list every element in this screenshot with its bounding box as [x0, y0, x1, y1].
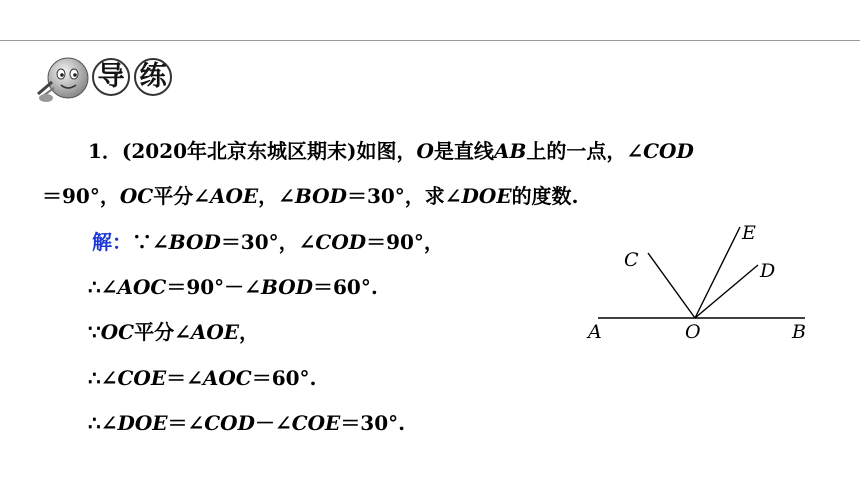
ray-OC — [648, 253, 695, 318]
label-E: E — [742, 222, 756, 244]
top-divider — [0, 40, 860, 41]
solution-line-5: ∴∠DOE＝∠COD－∠COE＝30°. — [88, 411, 406, 435]
ray-OE — [695, 227, 740, 318]
angle-diagram — [580, 215, 820, 345]
ray-OD — [695, 265, 758, 318]
solution-label: 解： — [92, 230, 132, 254]
solution-line-4: ∴∠COE＝∠AOC＝60°. — [88, 366, 317, 390]
badge-dao: 导 — [92, 58, 130, 96]
badge-lian: 练 — [134, 58, 172, 96]
label-A: A — [588, 321, 602, 343]
solution-line-3: ∵OC平分∠AOE， — [88, 320, 260, 344]
problem-line-2: ＝90°，OC平分∠AOE，∠BOD＝30°，求∠DOE的度数. — [42, 184, 579, 208]
label-C: C — [624, 249, 639, 271]
label-B: B — [792, 321, 806, 343]
smiley-mascot-icon — [34, 54, 94, 106]
problem-line-1: 1．(2020年北京东城区期末)如图，O是直线AB上的一点，∠COD — [88, 139, 694, 163]
label-D: D — [760, 260, 776, 282]
label-O: O — [685, 321, 701, 343]
solution-line-2: ∴∠AOC＝90°－∠BOD＝60°. — [88, 275, 378, 299]
solution-line-1: 解：∵∠BOD＝30°，∠COD＝90°， — [92, 230, 444, 254]
